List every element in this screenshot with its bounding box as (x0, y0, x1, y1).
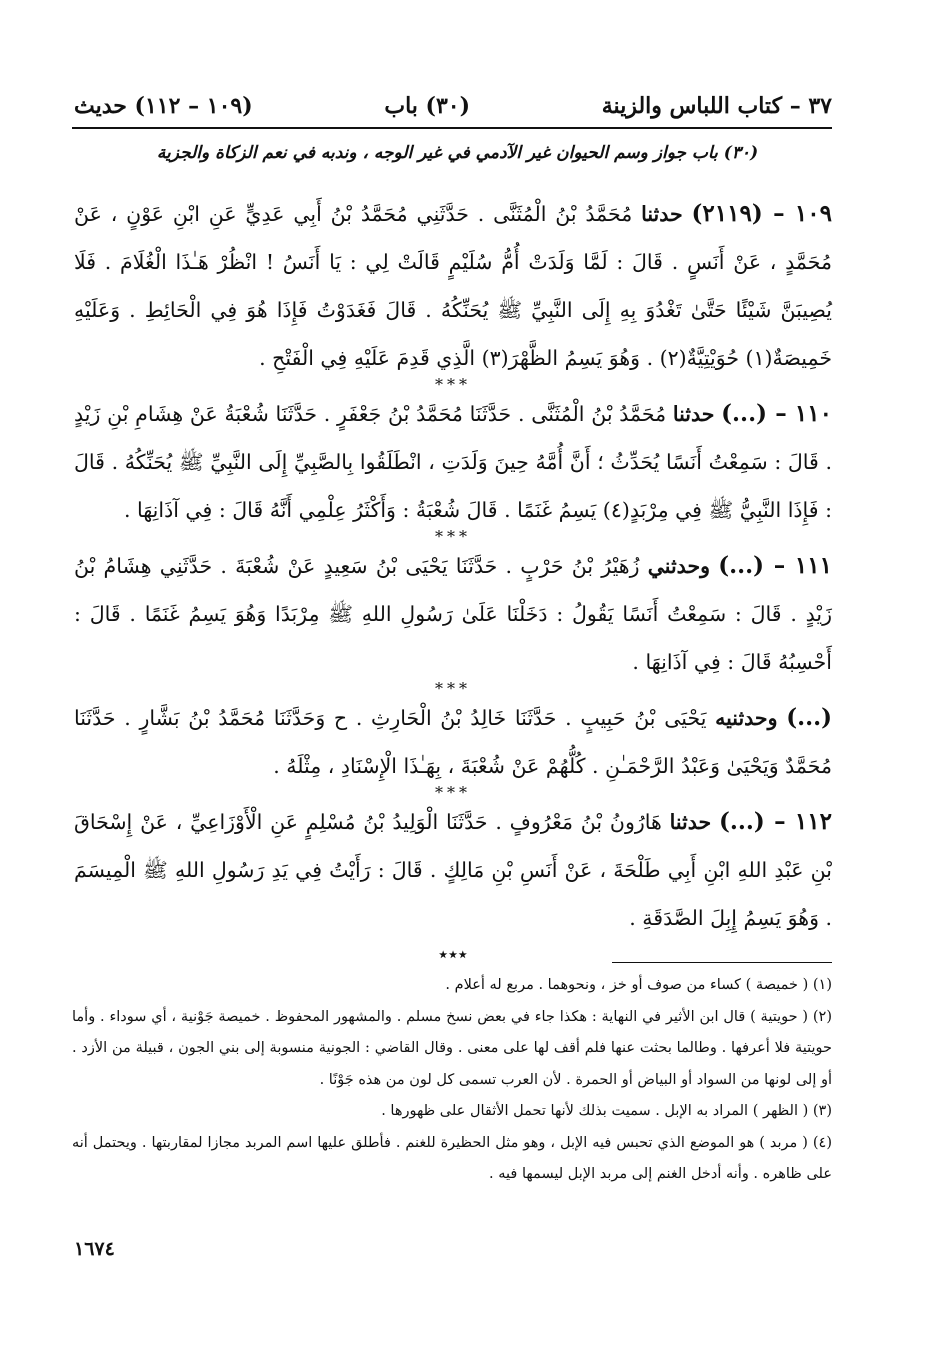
footnote-1: (١) ( خميصة ) كساء من صوف أو خز ، ونحوهما . مربع له أعلام . (445, 977, 832, 993)
hadith-111 (74, 542, 832, 686)
narration-lead: حدثنا (669, 810, 712, 834)
header-chapter-number: (٣٠) باب (384, 93, 471, 119)
running-header (74, 86, 832, 126)
section-separator: *** (435, 375, 471, 394)
section-separator: *** (435, 527, 471, 546)
hadith-text: هَارُونُ بْنُ مَعْرُوفٍ . حَدَّثَنَا الْوَلِيدُ بْنُ مُسْلِمٍ عَنِ الْأَوْزَاعِيِّ ، عَنْ إِسْحَاقَ بْنِ عَبْدِ اللهِ ابْنِ أَبِي طَلْحَةَ ، عَنْ أَنَسِ بْنِ مَالِكٍ . قَالَ : رَأَيْتُ فِي يَدِ رَسُولِ اللهِ ﷺ الْمِيسَمَ . وَهُوَ يَسِمُ إِبِلَ الصَّدَقَةِ . (74, 810, 832, 930)
header-rule (72, 127, 832, 129)
narration-lead: حدثنا (641, 202, 683, 226)
section-separator: *** (435, 783, 471, 802)
section-separator: *** (435, 679, 471, 698)
header-book-title: ٣٧ – كتاب اللباس والزينة (601, 93, 832, 119)
chapter-end-mark: ٭٭٭ (438, 944, 468, 965)
hadith-number: ١١١ – (...) (718, 552, 832, 579)
hadith-number: ١٠٩ – (٢١١٩) (691, 200, 832, 227)
hadith-body (74, 190, 832, 966)
hadith-number: ١١٠ – (...) (721, 400, 832, 427)
footnote-rule (612, 962, 832, 963)
footnote-3: (٣) ( الظهر ) المراد به الإبل . سميت بذلك لأنها تحمل الأثقال على ظهورها . (381, 1103, 832, 1119)
narration-lead: حدثنا (672, 402, 715, 426)
hadith-text: مُحَمَّدُ بْنُ الْمُثَنَّى . حَدَّثَنَا مُحَمَّدُ بْنُ جَعْفَرٍ . حَدَّثَنَا شُعْبَةُ عَنْ هِشَامِ بْنِ زَيْدٍ . قَالَ : سَمِعْتُ أَنَسًا يُحَدِّثُ ؛ أَنَّ أُمَّهُ حِينَ وَلَدَتِ ، انْطَلَقُوا بِالصَّبِيِّ إِلَى النَّبِيِّ ﷺ يُحَنِّكُهُ . قَالَ : فَإِذَا النَّبِيُّ ﷺ فِي مِرْبَدٍ(٤) يَسِمُ غَنَمًا . قَالَ شُعْبَةُ : وَأَكْثَرُ عِلْمِي أَنَّهُ قَالَ : فِي آذَانِهَا . (74, 402, 832, 522)
header-hadith-range: (١٠٩ – ١١٢) حديث (74, 93, 253, 119)
hadith-number: (...) (786, 704, 832, 731)
chapter-title: (٣٠) باب جواز وسم الحيوان غير الآدمي في غير الوجه ، وندبه في نعم الزكاة والجزية (156, 143, 759, 163)
hadith-112 (74, 798, 832, 942)
footnote-2: (٢) ( حويتية ) قال ابن الأثير في النهاية : هكذا جاء في بعض نسخ مسلم . والمشهور المحفوظ . خميصة جَوْنية ، أي سوداء . وأما حويتية فلا أعرفها . وطالما بحثت عنها فلم أقف لها على معنى . وقال القاضي : الجونية منسوبة إلى بني الجون ، قبيلة من الأزد . أو إلى لونها من السواد أو البياض أو الحمرة . لأن العرب تسمى كل لون من هذه جَوْنًا . (72, 1008, 832, 1088)
hadith-number: ١١٢ – (...) (719, 808, 832, 835)
narration-lead: وحدثنيه (715, 706, 778, 730)
footnotes (72, 970, 832, 1191)
hadith-text: يَحْيَى بْنُ حَبِيبٍ . حَدَّثَنَا خَالِدُ بْنُ الْحَارِثِ . ح وَحَدَّثَنَا مُحَمَّدُ بْنُ بَشَّارٍ . حَدَّثَنَا مُحَمَّدٌ وَيَحْيَىٰ وَعَبْدُ الرَّحْمَـٰنِ . كُلُّهُمْ عَنْ شُعْبَةَ ، بِهَـٰذَا الْإِسْنَادِ ، مِثْلَهُ . (74, 706, 832, 778)
hadith-text: مُحَمَّدُ بْنُ الْمُثَنَّى . حَدَّثَنِي مُحَمَّدُ بْنُ أَبِي عَدِيٍّ عَنِ ابْنِ عَوْنٍ ، عَنْ مُحَمَّدٍ ، عَنْ أَنَسٍ . قَالَ : لَمَّا وَلَدَتْ أُمُّ سُلَيْمٍ قَالَتْ لِي : يَا أَنَسُ ! انْظُرْ هَـٰذَا الْغُلَامَ . فَلَا يُصِيبَنَّ شَيْئًا حَتَّىٰ تَغْدُوَ بِهِ إِلَى النَّبِيِّ ﷺ يُحَنِّكُهُ . قَالَ فَغَدَوْتُ فَإِذَا هُوَ فِي الْحَائِطِ . وَعَلَيْهِ خَمِيصَةٌ(١) حُوَيْتِيَّةٌ(٢) . وَهُوَ يَسِمُ الظَّهْرَ(٣) الَّذِي قَدِمَ عَلَيْهِ فِي الْفَتْحِ . (74, 202, 832, 370)
page-number: ١٦٧٤ (74, 1238, 115, 1260)
narration-lead: وحدثني (647, 554, 711, 578)
hadith-110 (74, 390, 832, 534)
hadith-111-variant (74, 694, 832, 790)
footnote-4: (٤) ( مربد ) هو الموضع الذي تحبس فيه الإبل ، وهو مثل الحظيرة للغنم . فأطلق عليها اسم المربد مجازا لمقاربتها . ويحتمل أنه على ظاهره . وأنه أدخل الغنم إلى مربد الإبل ليسمها فيه . (72, 1134, 832, 1182)
hadith-text: زُهَيْرُ بْنُ حَرْبٍ . حَدَّثَنَا يَحْيَى بْنُ سَعِيدٍ عَنْ شُعْبَةَ . حَدَّثَنِي هِشَامُ بْنُ زَيْدٍ . قَالَ : سَمِعْتُ أَنَسًا يَقُولُ : دَخَلْنَا عَلَىٰ رَسُولِ اللهِ ﷺ مِرْبَدًا وَهُوَ يَسِمُ غَنَمًا . قَالَ : أَحْسِبُهُ قَالَ : فِي آذَانِهَا . (74, 554, 832, 674)
hadith-109 (74, 190, 832, 382)
